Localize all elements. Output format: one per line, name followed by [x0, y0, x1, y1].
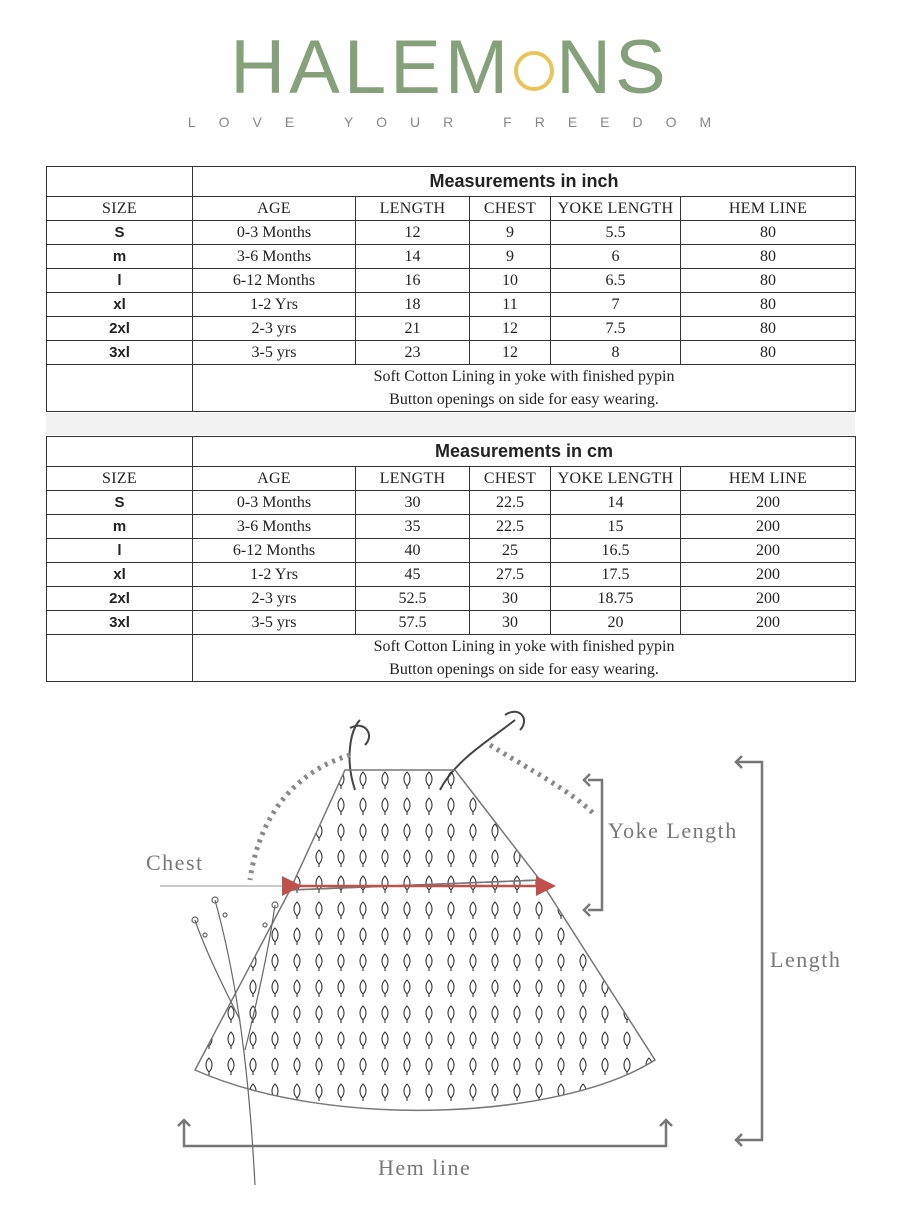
table-cell: 200: [681, 587, 856, 611]
column-header: HEM LINE: [681, 467, 856, 491]
table-cell: 200: [681, 515, 856, 539]
table-cell: 6: [551, 245, 681, 269]
table-row: [47, 221, 856, 245]
yoke-length-label: Yoke Length: [608, 818, 738, 843]
table-cell: 80: [681, 293, 856, 317]
table-cell: 80: [681, 317, 856, 341]
table-cell: 7: [551, 293, 681, 317]
hem-line-label: Hem line: [378, 1155, 472, 1180]
table-cell: 3-6 Months: [193, 245, 356, 269]
table-row: [47, 587, 856, 611]
table-cell: 40: [356, 539, 470, 563]
table-cell: 1-2 Yrs: [193, 563, 356, 587]
table-cell: S: [47, 221, 193, 245]
table-notes: [193, 365, 856, 412]
table-cell: 2-3 yrs: [193, 587, 356, 611]
column-header: SIZE: [47, 467, 193, 491]
table-cell: 3-5 yrs: [193, 341, 356, 365]
table-cell: 6-12 Months: [193, 269, 356, 293]
column-header: LENGTH: [356, 467, 470, 491]
table-cell: 22.5: [470, 491, 551, 515]
table-cell: 22.5: [470, 515, 551, 539]
dress-skirt: [195, 880, 655, 1110]
measurements-inch-table: [46, 166, 856, 412]
table-cell: 35: [356, 515, 470, 539]
table-header-row: [47, 467, 856, 491]
table-cell: 16: [356, 269, 470, 293]
table-cell: 20: [551, 611, 681, 635]
table-cell: 12: [470, 317, 551, 341]
table-cell: 2xl: [47, 587, 193, 611]
table-cell: 9: [470, 245, 551, 269]
table-cell: 16.5: [551, 539, 681, 563]
yoke-length-bracket: [588, 780, 602, 910]
table-cell: 18: [356, 293, 470, 317]
note-line: Button openings on side for easy wearing.: [389, 391, 659, 408]
table-cell: 3-5 yrs: [193, 611, 356, 635]
table-row: [47, 515, 856, 539]
empty-cell: [47, 437, 193, 467]
table-cell: m: [47, 245, 193, 269]
table-header-row: [47, 197, 856, 221]
column-header: AGE: [193, 467, 356, 491]
table-cell: 30: [470, 587, 551, 611]
table-cell: 80: [681, 221, 856, 245]
table-cell: 200: [681, 491, 856, 515]
table-title: Measurements in cm: [193, 437, 856, 467]
note-line: Soft Cotton Lining in yoke with finished pypin: [373, 368, 675, 385]
table-cell: 11: [470, 293, 551, 317]
table-cell: 17.5: [551, 563, 681, 587]
table-cell: 0-3 Months: [193, 491, 356, 515]
length-label: Length: [770, 947, 842, 972]
table-cell: 30: [356, 491, 470, 515]
table-cell: 6-12 Months: [193, 539, 356, 563]
table-cell: 3xl: [47, 341, 193, 365]
table-cell: 2-3 yrs: [193, 317, 356, 341]
table-cell: 3-6 Months: [193, 515, 356, 539]
table-cell: 52.5: [356, 587, 470, 611]
right-tie: [490, 745, 595, 815]
column-header: YOKE LENGTH: [551, 467, 681, 491]
table-cell: 21: [356, 317, 470, 341]
dress-measurement-diagram: [0, 690, 900, 1200]
table-cell: 7.5: [551, 317, 681, 341]
table-cell: 30: [470, 611, 551, 635]
table-cell: 200: [681, 563, 856, 587]
empty-cell: [47, 167, 193, 197]
chest-label: Chest: [146, 850, 204, 875]
table-cell: 5.5: [551, 221, 681, 245]
table-cell: 3xl: [47, 611, 193, 635]
table-cell: xl: [47, 563, 193, 587]
column-header: HEM LINE: [681, 197, 856, 221]
column-header: CHEST: [470, 197, 551, 221]
table-notes-row: [47, 635, 856, 682]
table-cell: 12: [470, 341, 551, 365]
hem-line-bracket: [184, 1122, 666, 1146]
table-row: [47, 317, 856, 341]
column-header: AGE: [193, 197, 356, 221]
table-cell: 8: [551, 341, 681, 365]
brand-logo: [0, 25, 900, 130]
table-notes-row: [47, 365, 856, 412]
table-row: [47, 563, 856, 587]
table-cell: 14: [356, 245, 470, 269]
table-cell: m: [47, 515, 193, 539]
column-header: LENGTH: [356, 197, 470, 221]
brand-name: HALEM NS: [230, 25, 670, 110]
table-cell: 14: [551, 491, 681, 515]
table-cell: 200: [681, 611, 856, 635]
table-row: [47, 539, 856, 563]
table-notes: [193, 635, 856, 682]
length-bracket: [738, 762, 762, 1140]
measurements-cm-table: [46, 436, 856, 682]
table-title: Measurements in inch: [193, 167, 856, 197]
table-cell: l: [47, 269, 193, 293]
table-row: [47, 293, 856, 317]
table-cell: S: [47, 491, 193, 515]
note-line: Button openings on side for easy wearing.: [389, 661, 659, 678]
table-cell: 80: [681, 341, 856, 365]
table-cell: 80: [681, 245, 856, 269]
table-cell: 25: [470, 539, 551, 563]
column-header: SIZE: [47, 197, 193, 221]
table-cell: 15: [551, 515, 681, 539]
table-cell: 1-2 Yrs: [193, 293, 356, 317]
table-cell: 27.5: [470, 563, 551, 587]
table-divider: [46, 413, 855, 435]
table-cell: 57.5: [356, 611, 470, 635]
column-header: CHEST: [470, 467, 551, 491]
brand-tagline: LOVE YOUR FREEDOM: [187, 114, 735, 130]
table-title-row: [47, 167, 856, 197]
table-row: [47, 245, 856, 269]
table-row: [47, 491, 856, 515]
table-row: [47, 341, 856, 365]
table-cell: 6.5: [551, 269, 681, 293]
table-cell: 9: [470, 221, 551, 245]
note-line: Soft Cotton Lining in yoke with finished pypin: [373, 638, 675, 655]
table-cell: 200: [681, 539, 856, 563]
table-row: [47, 269, 856, 293]
table-cell: 0-3 Months: [193, 221, 356, 245]
table-cell: 12: [356, 221, 470, 245]
logo-o-ring-icon: [514, 51, 554, 91]
empty-cell: [47, 635, 193, 682]
table-cell: 18.75: [551, 587, 681, 611]
table-row: [47, 611, 856, 635]
table-cell: 80: [681, 269, 856, 293]
table-cell: 2xl: [47, 317, 193, 341]
column-header: YOKE LENGTH: [551, 197, 681, 221]
table-cell: 23: [356, 341, 470, 365]
table-cell: 45: [356, 563, 470, 587]
dress-bodice: [290, 770, 540, 890]
table-cell: xl: [47, 293, 193, 317]
table-cell: 10: [470, 269, 551, 293]
table-cell: l: [47, 539, 193, 563]
dress-illustration: [0, 690, 900, 1200]
table-title-row: [47, 437, 856, 467]
empty-cell: [47, 365, 193, 412]
